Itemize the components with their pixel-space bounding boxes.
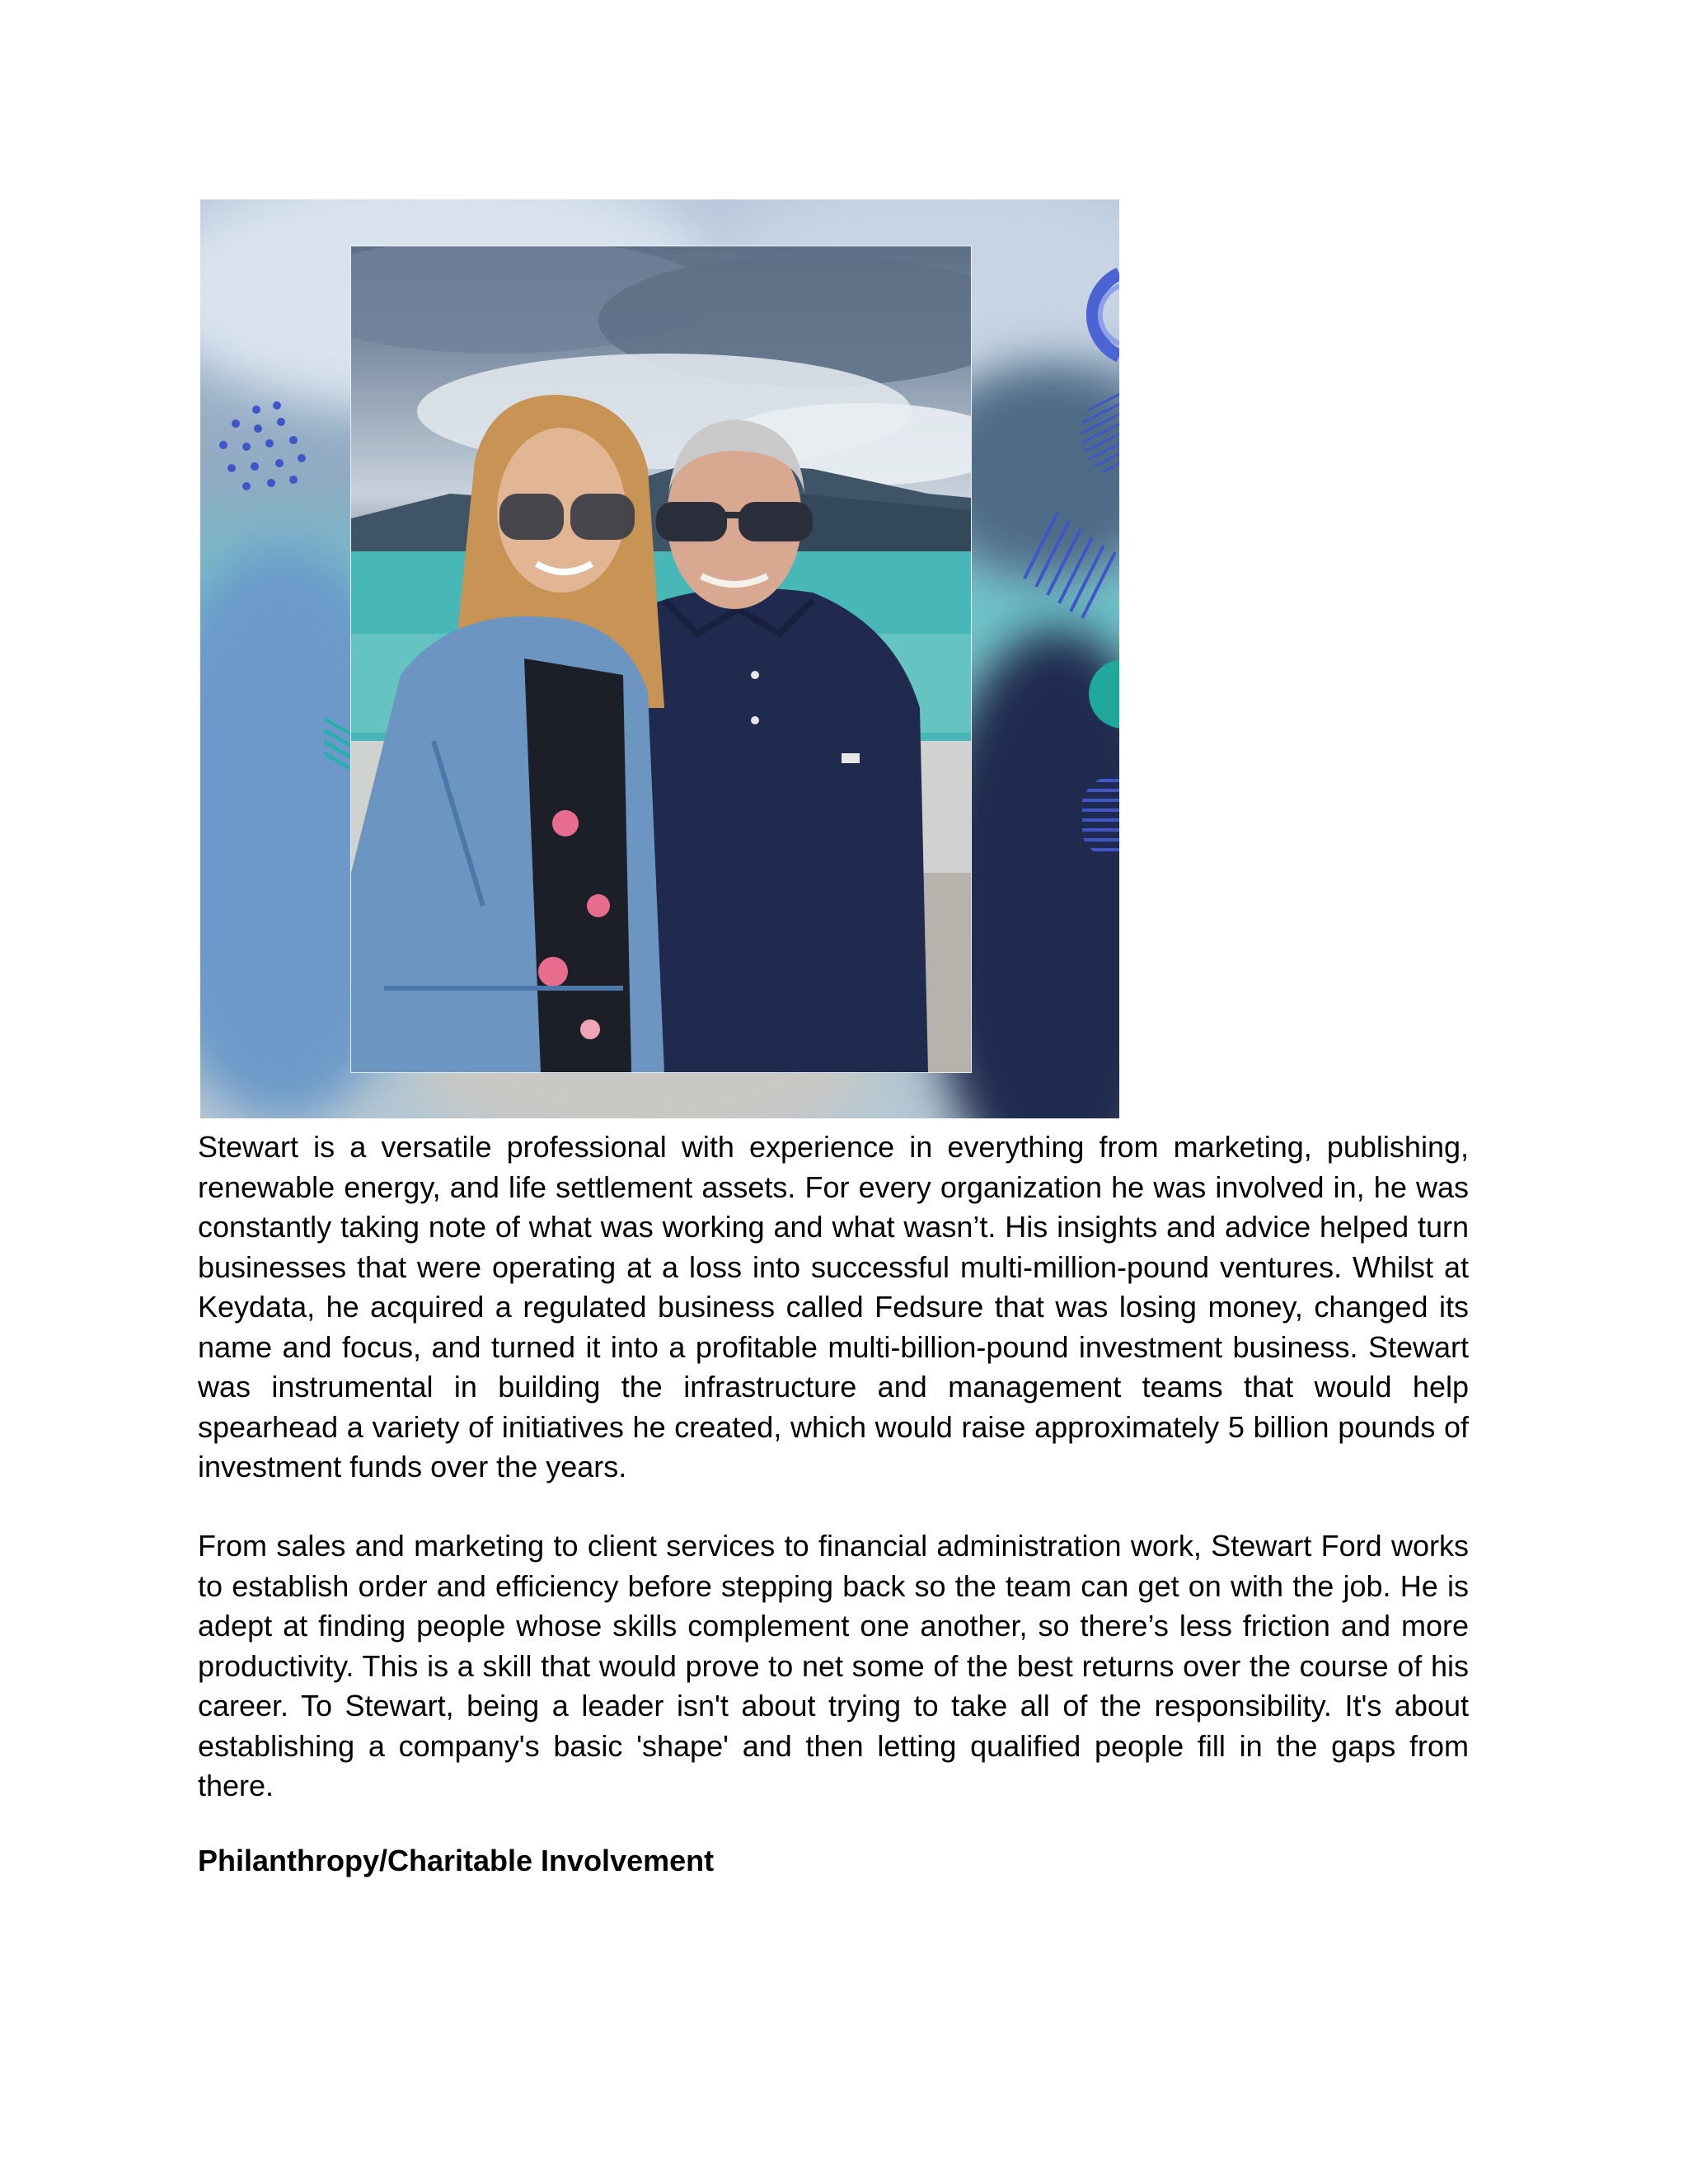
section-heading: Philanthropy/Charitable Involvement (198, 1844, 715, 1877)
teal-circle-icon (1066, 657, 1119, 731)
portrait-photo (200, 199, 1119, 1118)
woman-figure (351, 395, 664, 1072)
ring-icon (1049, 265, 1119, 364)
paragraph-leadership: From sales and marketing to client services to financial administration work, Stewart Ford works to establish order and efficiency before stepping back so the team can get on with the job. He is adept at finding people whose skills complement one another, so there’s less friction and more productivity. This is a skill that would prove to net some of the best returns over the course of his career. To Stewart, being a leader isn't about trying to take all of the responsibility. It's about establishing a company's basic 'shape' and then letting qualified people fill in the gaps from there. (198, 1529, 1469, 1802)
paragraph-career: Stewart is a versatile professional with experience in everything from marketing, publishing, renewable energy, and life settlement assets. For every organization he was involved in, he was constantly taking note of what was working and what wasn’t. His insights and advice helped turn businesses that were operating at a loss into successful multi-million-pound ventures. Whilst at Keydata, he acquired a regulated business called Fedsure that was losing money, changed its name and focus, and turned it into a profitable multi-billion-pound investment business. Stewart was instrumental in building the infrastructure and management teams that would help spearhead a variety of initiatives he created, which would raise approximately 5 billion pounds of investment funds over the years. (198, 1130, 1469, 1483)
diagonal-lines-icon (1016, 504, 1119, 620)
dot-pattern-icon (215, 397, 322, 504)
striped-circle-icon (1082, 768, 1119, 867)
inner-photo (350, 246, 972, 1073)
photo-scene (351, 246, 971, 1072)
hatched-circle-icon (1074, 389, 1119, 480)
